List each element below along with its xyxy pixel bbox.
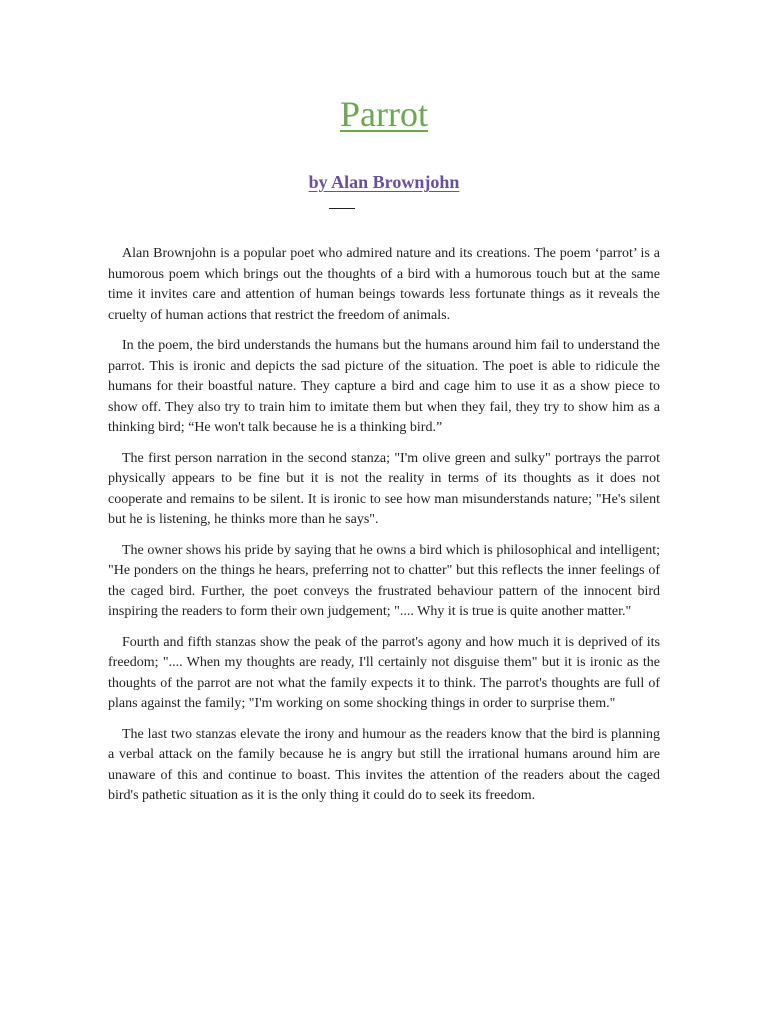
paragraph-5: Fourth and fifth stanzas show the peak of the parrot's agony and how much it is deprived of its freedom; ".... When my thoughts are ready, I'll certainly not disguise them" but it is ironic as the thoughts of the parrot are not what the family expects it to think. The parrot's thoughts are full of plans against the family; "I'm working on some shocking things in order to surprise them." — [108, 634, 660, 711]
document-body — [108, 244, 660, 817]
paragraph-1: Alan Brownjohn is a popular poet who admired nature and its creations. The poem ‘parrot’ is a humorous poem which brings out the thoughts of a bird with a humorous touch but at the same time it invites care and attention of human beings towards less fortunate things as it reveals the cruelty of human actions that restrict the freedom of animals. — [108, 246, 660, 323]
document-title: Parrot — [340, 94, 428, 134]
paragraph-6: The last two stanzas elevate the irony and humour as the readers know that the bird is planning a verbal attack on the family because he is angry but still the irrational humans around him are unaware of this and continue to boast. This invites the attention of the readers about the caged bird's pathetic situation as it is the only thing it could do to seek its freedom. — [108, 726, 660, 803]
document-author: by Alan Brownjohn — [308, 172, 460, 192]
paragraph-3: The first person narration in the second stanza; "I'm olive green and sulky" portrays the parrot physically appears to be fine but it is not the reality in terms of its thoughts as it does not cooperate and remains to be silent. It is ironic to see how man misunderstands nature; "He's silent but he is listening, he thinks more than he says". — [108, 450, 660, 527]
title-divider — [329, 208, 355, 209]
paragraph-4: The owner shows his pride by saying that he owns a bird which is philosophical and intelligent; "He ponders on the things he hears, preferring not to chatter" but this reflects the inner feelings of the caged bird. Further, the poet conveys the frustrated behaviour pattern of the innocent bird inspiring the readers to form their own judgement; ".... Why it is true is quite another matter." — [108, 542, 660, 619]
paragraph-2: In the poem, the bird understands the humans but the humans around him fail to understand the parrot. This is ironic and depicts the sad picture of the situation. The poet is able to ridicule the humans for their boastful nature. They capture a bird and cage him to use it as a show piece to show off. They also try to train him to imitate them but when they fail, they try to show him as a thinking bird; “He won't talk because he is a thinking bird.” — [108, 338, 660, 435]
